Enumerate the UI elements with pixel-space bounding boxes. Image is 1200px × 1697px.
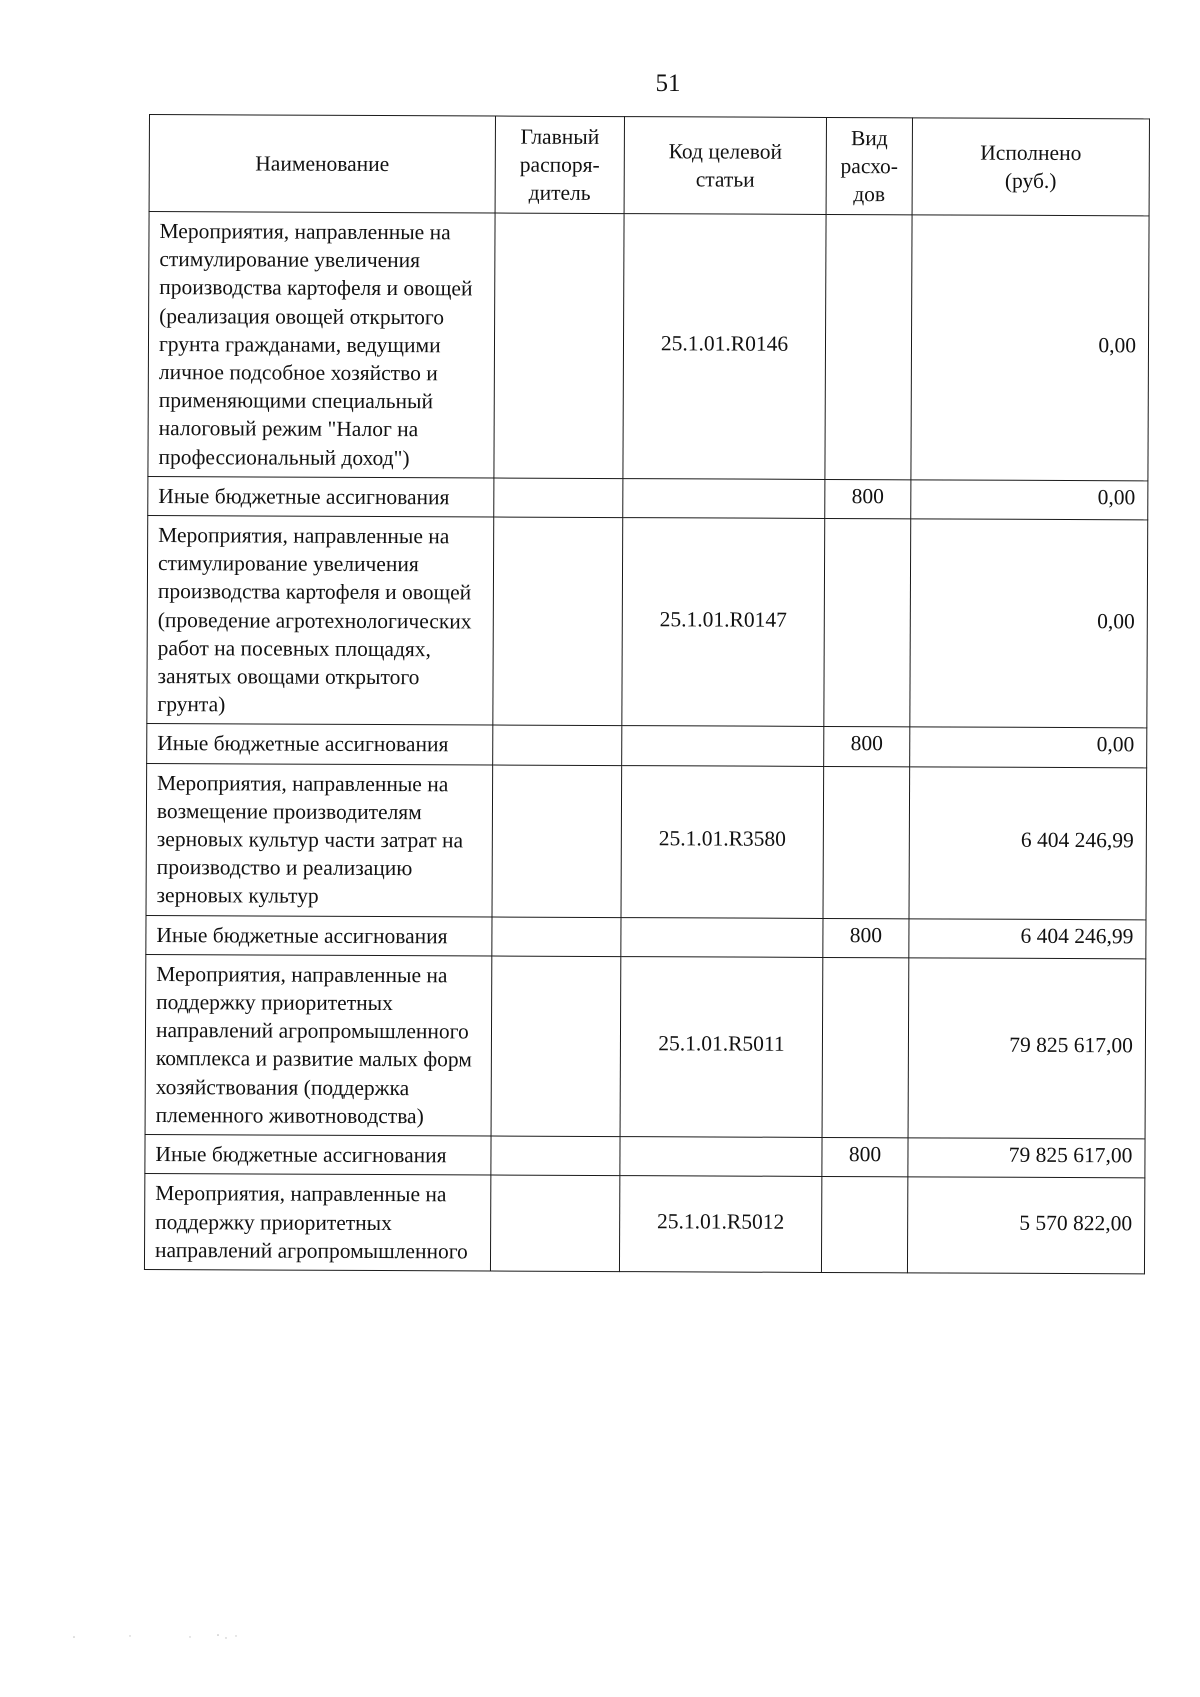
row-amount: 79 825 617,00	[908, 958, 1146, 1139]
table-body	[144, 212, 1149, 1274]
row-amount: 0,00	[911, 480, 1148, 520]
row-expense-type	[824, 518, 911, 727]
row-name: Иные бюджетные ассигнования	[148, 476, 494, 517]
row-expense-type: 800	[824, 727, 910, 767]
row-expense-type: 800	[825, 479, 911, 519]
row-expense-type	[825, 214, 912, 479]
row-amount: 0,00	[911, 215, 1149, 481]
page-number: 51	[655, 70, 681, 97]
table-row	[148, 212, 1149, 481]
row-name: Мероприятия, направленные на возмещение производителям зерновых культур части затрат на производство и реализацию зерновых культур	[146, 763, 493, 917]
row-expense-type: 800	[823, 918, 909, 958]
header-expense-type: Вид расхо- дов	[826, 117, 912, 214]
row-code: 25.1.01.R3580	[621, 765, 824, 918]
table-row	[147, 516, 1148, 729]
table-header	[149, 115, 1149, 216]
row-name: Иные бюджетные ассигнования	[147, 724, 493, 765]
row-code	[620, 1137, 822, 1177]
table-row	[146, 763, 1147, 919]
row-amount: 6 404 246,99	[909, 766, 1147, 919]
row-code	[621, 917, 823, 957]
row-manager	[493, 725, 622, 765]
row-expense-type: 800	[822, 1138, 908, 1178]
header-row	[149, 115, 1149, 216]
header-executed: Исполнено (руб.)	[912, 118, 1149, 216]
row-name: Иные бюджетные ассигнования	[146, 915, 492, 956]
row-code: 25.1.01.R5012	[619, 1176, 821, 1272]
row-code: 25.1.01.R5011	[620, 956, 823, 1137]
table-row	[144, 1174, 1144, 1274]
row-code	[623, 478, 825, 518]
row-manager	[491, 956, 621, 1137]
row-name: Мероприятия, направленные на стимулирование увеличения производства картофеля и овощей (реализация овощей открытого грунта гражданами, ведущими личное подсобное хозяйство и применяющими специальный налоговый режим "Налог на профессиональный доход")	[148, 212, 495, 478]
row-manager	[494, 213, 624, 478]
header-code: Код целевой статьи	[624, 117, 826, 215]
header-name: Наименование	[149, 115, 495, 214]
budget-execution-table	[144, 114, 1150, 1274]
row-code: 25.1.01.R0147	[622, 518, 825, 727]
row-code: 25.1.01.R0146	[623, 214, 826, 480]
row-manager	[491, 1136, 620, 1176]
row-manager	[492, 917, 621, 957]
row-expense-type	[822, 957, 909, 1138]
scan-specks	[70, 1632, 270, 1642]
table-row	[148, 476, 1148, 520]
table-row	[147, 724, 1147, 768]
row-name: Мероприятия, направленные на стимулирование увеличения производства картофеля и овощей (проведение агротехнологических работ на посевных площадях, занятых овощами открытого грунта)	[147, 516, 494, 726]
row-amount: 6 404 246,99	[909, 918, 1146, 958]
table-row	[145, 1135, 1145, 1179]
row-amount: 0,00	[910, 727, 1147, 767]
row-expense-type	[821, 1177, 907, 1273]
table-row	[145, 954, 1146, 1139]
row-manager	[492, 765, 622, 918]
row-code	[622, 726, 824, 766]
header-manager: Главный распоря- дитель	[495, 116, 624, 214]
row-manager	[493, 517, 623, 726]
row-name: Мероприятия, направленные на поддержку приоритетных направлений агропромышленного комплекса и развитие малых форм хозяйствования (поддержка племенного животноводства)	[145, 954, 492, 1136]
row-manager	[494, 478, 623, 518]
row-expense-type	[823, 766, 910, 918]
row-amount: 5 570 822,00	[907, 1177, 1144, 1274]
row-name: Мероприятия, направленные на поддержку приоритетных направлений агропромышленного	[144, 1174, 490, 1271]
row-amount: 79 825 617,00	[908, 1138, 1145, 1178]
row-amount: 0,00	[910, 519, 1148, 728]
row-name: Иные бюджетные ассигнования	[145, 1135, 491, 1176]
row-manager	[490, 1175, 619, 1271]
table-row	[146, 915, 1146, 959]
